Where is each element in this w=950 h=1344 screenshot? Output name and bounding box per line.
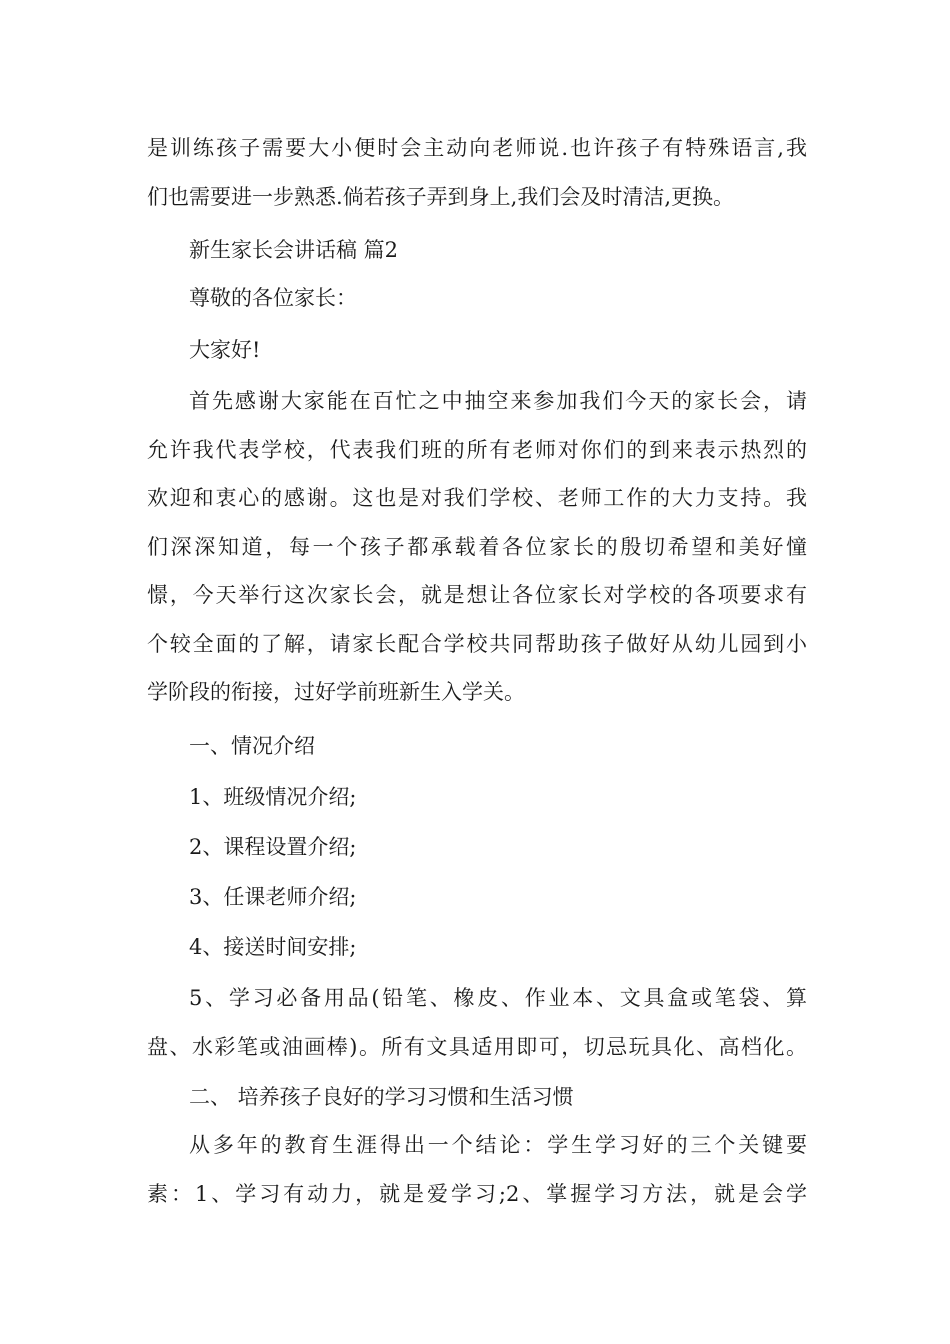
text-line: 憬，今天举行这次家长会，就是想让各位家长对学校的各项要求有	[147, 583, 807, 607]
text-line: 盘、水彩笔或油画棒)。所有文具适用即可，切忌玩具化、高档化。	[147, 1034, 807, 1059]
paragraph-opening	[147, 377, 807, 717]
text-line: 从多年的教育生涯得出一个结论：学生学习好的三个关键要	[189, 1133, 807, 1157]
text-line: 素：1、学习有动力，就是爱学习;2、掌握学习方法，就是会学	[147, 1181, 807, 1206]
section-title-1	[147, 722, 807, 771]
paragraph-conclusion	[147, 1121, 807, 1218]
text-line: 学阶段的衔接，过好学前班新生入学关。	[147, 680, 525, 704]
list-item-text: 1、班级情况介绍;	[189, 785, 357, 809]
text-line: 们深深知道，每一个孩子都承载着各位家长的殷切希望和美好憧	[147, 534, 807, 559]
text-line: 是训练孩子需要大小便时会主动向老师说.也许孩子有特殊语言,我	[147, 136, 807, 160]
greeting-text: 大家好!	[189, 338, 261, 362]
section-title-text: 二、 培养孩子良好的学习习惯和生活习惯	[189, 1085, 574, 1109]
greeting	[147, 326, 807, 375]
section-heading	[147, 226, 807, 275]
list-item-text: 3、任课老师介绍;	[189, 885, 357, 909]
text-line: 首先感谢大家能在百忙之中抽空来参加我们今天的家长会，请	[189, 389, 807, 413]
list-item	[147, 873, 807, 922]
list-item	[147, 823, 807, 872]
list-item-supplies	[147, 974, 807, 1071]
salutation-text: 尊敬的各位家长：	[189, 286, 357, 310]
list-item-text: 2、课程设置介绍;	[189, 835, 357, 859]
list-item	[147, 923, 807, 972]
list-item	[147, 773, 807, 822]
paragraph-intro	[147, 124, 807, 221]
text-line: 欢迎和衷心的感谢。这也是对我们学校、老师工作的大力支持。我	[147, 486, 807, 510]
section-title-text: 一、情况介绍	[189, 734, 315, 758]
text-line: 们也需要进一步熟悉.倘若孩子弄到身上,我们会及时清洁,更换。	[147, 184, 735, 209]
heading-text: 新生家长会讲话稿 篇2	[189, 238, 399, 262]
text-line: 允许我代表学校，代表我们班的所有老师对你们的到来表示热烈的	[147, 437, 807, 462]
list-item-text: 4、接送时间安排;	[189, 935, 357, 959]
text-line: 5、学习必备用品(铅笔、橡皮、作业本、文具盒或笔袋、算	[189, 986, 807, 1010]
section-title-2	[147, 1073, 807, 1122]
salutation	[147, 274, 807, 323]
text-line: 个较全面的了解，请家长配合学校共同帮助孩子做好从幼儿园到小	[147, 631, 807, 656]
